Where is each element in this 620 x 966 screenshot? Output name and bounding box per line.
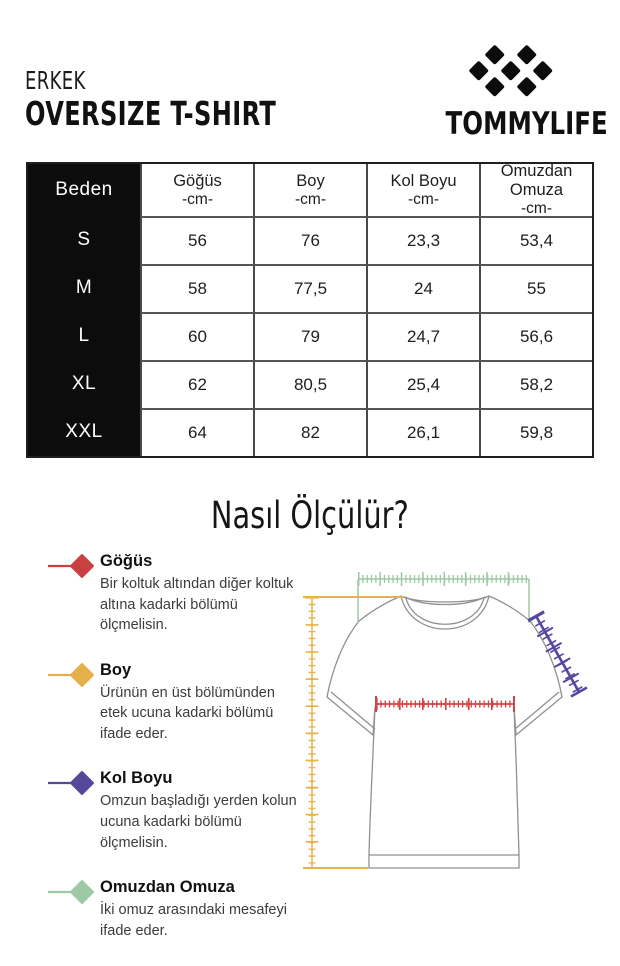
size-label-m: M: [28, 264, 140, 312]
table-cell: 62: [140, 360, 253, 408]
how-to-measure-heading: Nasıl Ölçülür?: [211, 494, 409, 537]
chest-measure-marker-icon: [44, 553, 100, 579]
table-cell: 25,4: [366, 360, 479, 408]
page-title: OVERSIZE T-SHIRT: [25, 94, 277, 134]
table-cell: 24: [366, 264, 479, 312]
length-measure-marker-icon: [44, 662, 100, 688]
column-header-omuzdan-omuza: Omuzdan Omuza -cm-: [479, 164, 592, 216]
legend-description: Ürünün en üst bölümünden etek ucuna kadarki bölümü ifade eder.: [100, 684, 275, 742]
table-cell: 77,5: [253, 264, 366, 312]
size-label-xl: XL: [28, 360, 140, 408]
table-cell: 26,1: [366, 408, 479, 456]
tshirt-measure-diagram: [295, 550, 620, 930]
table-cell: 64: [140, 408, 253, 456]
legend-item-gogus: [44, 552, 296, 636]
size-label-s: S: [28, 216, 140, 264]
tshirt-outline: [327, 596, 562, 868]
table-cell: 59,8: [479, 408, 592, 456]
page-title-block: [25, 68, 369, 133]
legend-item-omuzdan-omuza: [44, 878, 296, 941]
legend-description: Bir koltuk altından diğer koltuk altına kadarki bölümü ölçmelisin.: [100, 576, 294, 634]
table-cell: 56: [140, 216, 253, 264]
category-label: ERKEK: [25, 66, 86, 95]
table-corner-header: Beden: [28, 164, 140, 216]
table-cell: 82: [253, 408, 366, 456]
diamond-cluster-icon: [466, 44, 554, 102]
shoulder-measure-marker-icon: [44, 879, 100, 905]
table-cell: 60: [140, 312, 253, 360]
legend-title: Omuzdan Omuza: [100, 878, 235, 897]
table-cell: 24,7: [366, 312, 479, 360]
legend-item-boy: [44, 661, 296, 745]
table-cell: 23,3: [366, 216, 479, 264]
table-cell: 56,6: [479, 312, 592, 360]
column-header-kol-boyu: Kol Boyu -cm-: [366, 164, 479, 216]
column-header-gogus: Göğüs -cm-: [140, 164, 253, 216]
table-cell: 80,5: [253, 360, 366, 408]
column-header-boy: Boy -cm-: [253, 164, 366, 216]
legend-item-kol-boyu: [44, 769, 296, 853]
table-cell: 58: [140, 264, 253, 312]
brand-name: TOMMYLIFE: [445, 106, 608, 142]
size-label-xxl: XXL: [28, 408, 140, 456]
sleeve-measure-marker-icon: [44, 770, 100, 796]
table-cell: 53,4: [479, 216, 592, 264]
legend-title: Göğüs: [100, 552, 153, 570]
legend-description: Omzun başladığı yerden kolun ucuna kadarki bölümü ölçmelisin.: [100, 793, 297, 851]
measure-legend: [44, 552, 296, 966]
size-table: [26, 162, 594, 458]
table-cell: 55: [479, 264, 592, 312]
legend-description: İki omuz arasındaki mesafeyi ifade eder.: [100, 902, 287, 939]
legend-title: Boy: [100, 660, 132, 679]
table-cell: 79: [253, 312, 366, 360]
size-label-l: L: [28, 312, 140, 360]
brand-logo: [424, 44, 608, 142]
table-cell: 76: [253, 216, 366, 264]
table-cell: 58,2: [479, 360, 592, 408]
legend-title: Kol Boyu: [100, 769, 173, 788]
